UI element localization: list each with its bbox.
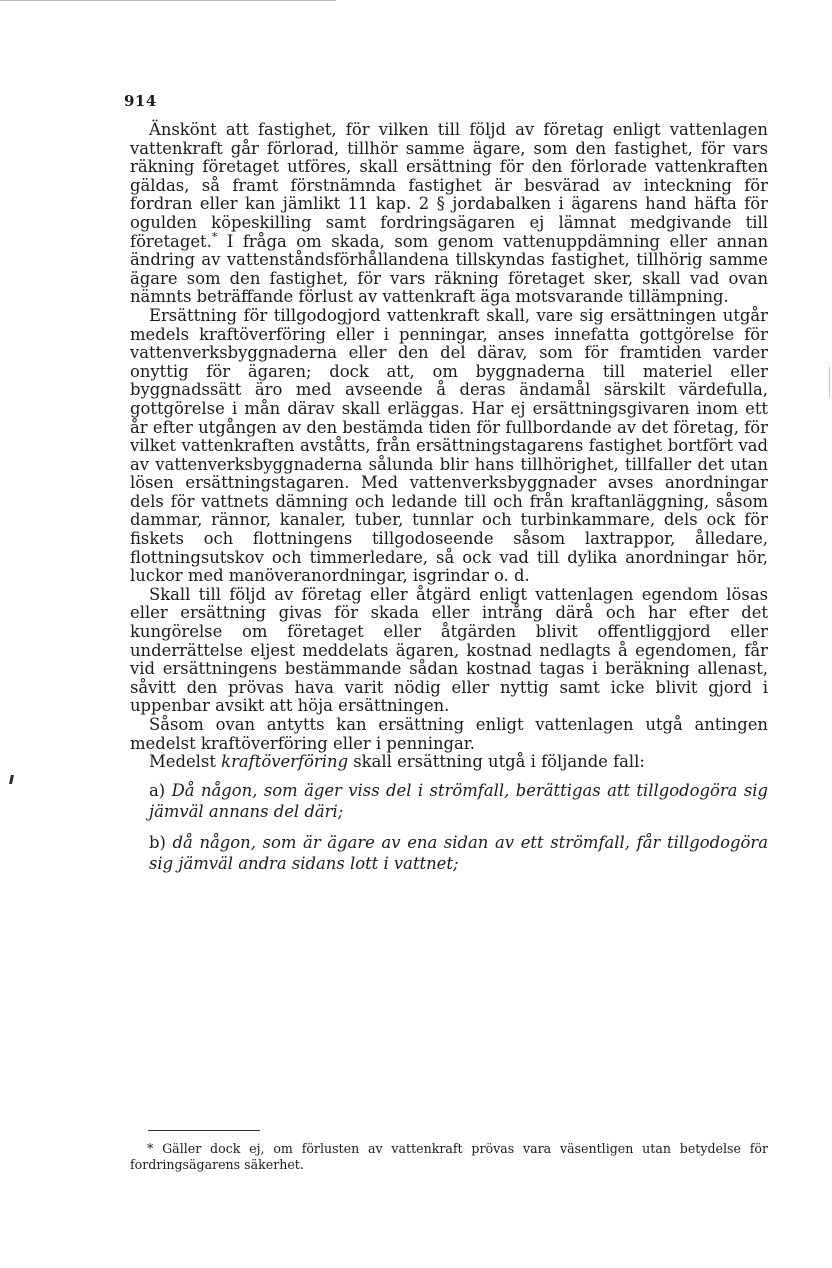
paragraph-text: Änskönt att fastighet, för vilken till följd av företag enligt vattenlagen vattenkraft går förlorad, tillhör samme ägare, som den fastighet, för vars räkning företaget utföres, skall ersättning för den förlorade vattenkraften gäldas, så framt förstnämnda fastighet är besvärad av inteckning för fordran eller kan jämlikt 11 kap. 2 § jordabalken i ägarens hand häfta för ogulden köpeskilling samt fordringsägaren ej lämnat medgivande till företaget. [130, 120, 768, 251]
paragraph-power-transfer-cases: Medelst kraftöverföring skall ersättning utgå i följande fall: [149, 752, 645, 772]
body-text [130, 121, 768, 874]
case-label: a) [149, 780, 166, 800]
top-margin-rule [0, 0, 336, 1]
paragraph-compensation-same-owner [130, 121, 768, 307]
paragraph-cost-after-announcement: Skall till följd av företag eller åtgärd enligt vattenlagen egendom lösas eller ersättning givas för skada eller intrång därå och har efter det kungörelse om företaget eller åtgärden blivit offentliggjord eller underrättelse eljest meddelats ägaren, kostnad nedlagts å egendomen, får vid ersättningens bestämmande sådan kostnad tagas i beräkning allenast, såvitt den prövas hava varit nödig eller nyttig samt icke blivit gjord i uppenbar avsikt att höja ersättningen. [130, 584, 768, 716]
paragraph-text: I fråga om skada, som genom vattenuppdämning eller annan ändring av vattenståndsförhållandena tillskyndas fastighet, tillhörig samme ägare som den fastighet, för vars räkning företaget sker, skall vad ovan nämnts beträffande förlust av vattenkraft äga motsvarande tillämpning. [130, 231, 768, 307]
footnote-reference: * [211, 230, 218, 244]
margin-mark [9, 775, 14, 784]
footnote [130, 1141, 768, 1173]
case-text: då någon, som är ägare av ena sidan av ett strömfall, får tillgodogöra sig jämväl andra sidans lott i vattnet; [149, 832, 768, 873]
page-number: 914 [124, 92, 157, 110]
case-item [130, 780, 768, 822]
emphasized-term: kraftöverföring [221, 752, 349, 772]
case-item [130, 832, 768, 874]
footnote-text: Gäller dock ej, om förlusten av vattenkraft prövas vara väsentligen utan betydelse för fordringsägarens säkerhet. [130, 1141, 768, 1172]
footnote-marker: * [147, 1141, 154, 1156]
paragraph-compensation-forms: Såsom ovan antytts kan ersättning enligt vattenlagen utgå antingen medelst kraftöverföring eller i penningar. [130, 715, 768, 753]
case-label: b) [149, 832, 166, 852]
footnote-divider [148, 1130, 260, 1131]
page-edge-mark [829, 367, 830, 397]
case-text: Då någon, som äger viss del i strömfall, berättigas att tillgodogöra sig jämväl annans del däri; [149, 780, 769, 821]
paragraph-water-structures: Ersättning för tillgodogjord vattenkraft skall, vare sig ersättningen utgår medels kraftöverföring eller i penningar, anses innefatta gottgörelse för vattenverksbyggnaderna eller den del därav, som för framtiden varder onyttig för ägaren; dock att, om byggnaderna till materiel eller byggnadssätt äro med avseende å deras ändamål särskilt värdefulla, gottgörelse i mån därav skall erläggas. Har ej ersättningsgivaren inom ett år efter utgången av den bestämda tiden för fullbordande av det företag, för vilket vattenkraften avståtts, från ersättningstagarens fastighet bortfört vad av vattenverksbyggnaderna sålunda blir hans tillhörighet, tillfaller det utan lösen ersättningstagaren. Med vattenverksbyggnader avses anordningar dels för vattnets dämning och ledande till och från kraftanläggning, såsom dammar, rännor, kanaler, tuber, tunnlar och turbinkammare, dels ock för fiskets och flottningens tillgodoseende såsom laxtrappor, ålledare, flottningsutskov och timmerledare, så ock vad till dylika anordningar hör, luckor med manöveranordningar, isgrindar o. d. [130, 305, 768, 586]
